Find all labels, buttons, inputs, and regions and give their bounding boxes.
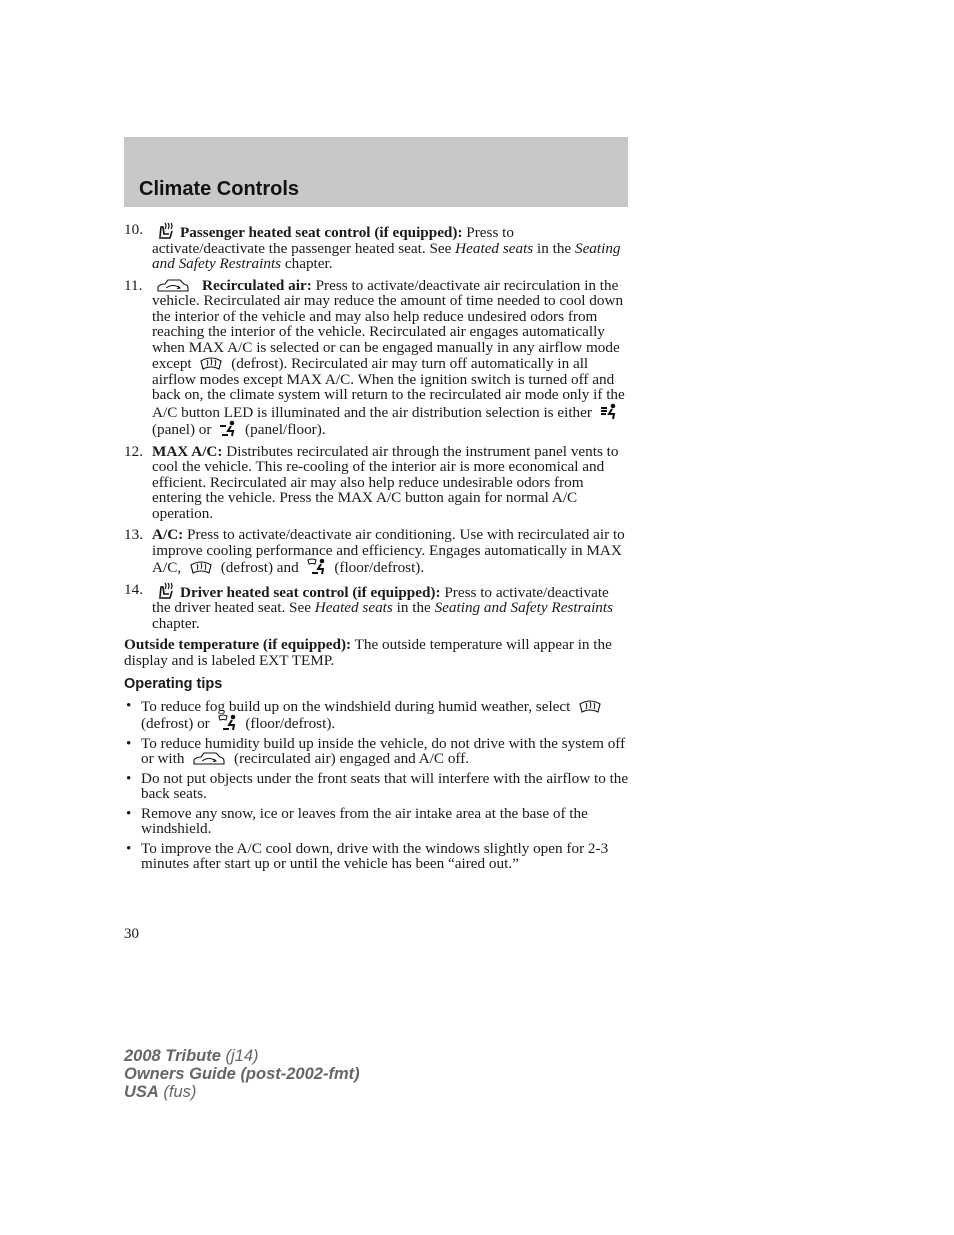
defrost-icon bbox=[189, 559, 213, 575]
item-text: Press to activate/deactivate air conditioning. Use with recirculated air to improve cooling performance and efficiency. Engages automatically in MAX A/C, bbox=[152, 526, 625, 576]
item-title: Driver heated seat control (if equipped): bbox=[180, 583, 441, 601]
page-number: 30 bbox=[124, 926, 139, 942]
cross-reference: Seating and Safety Restraints bbox=[152, 239, 621, 272]
list-item-passenger-heated-seat bbox=[124, 222, 630, 272]
list-item bbox=[124, 841, 630, 872]
list-item-driver-heated-seat bbox=[124, 582, 630, 632]
list-item bbox=[124, 771, 630, 802]
chapter-title: Climate Controls bbox=[139, 178, 300, 200]
cross-reference: Seating and Safety Restraints bbox=[434, 599, 614, 616]
floor-defrost-icon bbox=[307, 558, 327, 575]
paragraph-text: The outside temperature will appear in the display and is labeled EXT TEMP. bbox=[124, 636, 612, 669]
tip-text: To reduce humidity build up inside the vehicle, do not drive with the system off or with bbox=[141, 734, 626, 767]
bullet: • bbox=[126, 804, 132, 822]
footer-line-2: Owners Guide (post-2002-fmt) bbox=[124, 1065, 360, 1083]
bullet: • bbox=[126, 839, 132, 857]
item-number: 11. bbox=[124, 276, 143, 294]
item-title: MAX A/C: bbox=[152, 442, 223, 460]
defrost-icon bbox=[199, 355, 223, 371]
item-number: 12. bbox=[124, 442, 143, 460]
item-number: 14. bbox=[124, 580, 143, 598]
floor-defrost-icon bbox=[218, 714, 238, 731]
item-text: (defrost). Recirculated air may turn off automatically in all airflow modes except MAX A/C. When the ignition switch is turned off and back on, the climate system will return to the recirculated air mode only if the A/C button LED is illuminated and the air distribution selection is either bbox=[152, 355, 625, 421]
item-text: (panel) or bbox=[152, 421, 216, 438]
item-number: 13. bbox=[124, 526, 143, 543]
item-text: (floor/defrost). bbox=[330, 559, 425, 576]
recirculated-air-icon bbox=[156, 279, 190, 293]
item-number: 10. bbox=[124, 221, 143, 238]
tip-text: (recirculated air) engaged and A/C off. bbox=[230, 750, 470, 767]
item-text: chapter. bbox=[281, 255, 333, 272]
item-text: (panel/floor). bbox=[241, 421, 326, 438]
list-item-recirculated-air bbox=[124, 278, 630, 438]
list-item bbox=[124, 806, 630, 837]
item-text: in the bbox=[392, 599, 435, 616]
footer-market-code: (fus) bbox=[158, 1083, 197, 1101]
item-text: Press to activate/deactivate the driver heated seat. See bbox=[152, 583, 609, 616]
bullet: • bbox=[126, 696, 132, 714]
list-item bbox=[124, 736, 630, 767]
tip-text: To reduce fog build up on the windshield during humid weather, select bbox=[141, 697, 575, 715]
cross-reference: Heated seats bbox=[455, 239, 534, 257]
footer-model: 2008 Tribute bbox=[124, 1047, 221, 1065]
outside-temperature-paragraph bbox=[124, 637, 630, 668]
item-text: Distributes recirculated air through the instrument panel vents to cool the vehicle. This re-cooling of the interior air is more economical and efficient. Recirculated air may also help reduce undesirable odors from entering the vehicle. Press the MAX A/C button again for normal A/C operation. bbox=[152, 442, 619, 522]
footer-code: (j14) bbox=[220, 1047, 259, 1065]
tip-text: (floor/defrost). bbox=[241, 715, 336, 732]
heated-seat-icon bbox=[156, 582, 176, 600]
item-title: Passenger heated seat control (if equipped): bbox=[180, 224, 463, 241]
tips-list bbox=[124, 698, 630, 872]
footer-line-3 bbox=[124, 1083, 360, 1101]
footer-market: USA bbox=[124, 1083, 159, 1101]
section-heading: Operating tips bbox=[124, 676, 223, 692]
list-item-max-ac bbox=[124, 444, 630, 522]
cross-reference: Heated seats bbox=[314, 599, 393, 616]
item-title: A/C: bbox=[152, 526, 184, 543]
tip-text: Do not put objects under the front seats that will interfere with the airflow to the back seats. bbox=[141, 769, 629, 802]
list-item bbox=[124, 698, 630, 732]
item-title: Recirculated air: bbox=[202, 276, 312, 294]
defrost-icon bbox=[578, 698, 602, 714]
bullet: • bbox=[126, 734, 132, 752]
bullet: • bbox=[126, 769, 132, 787]
chapter-header-band bbox=[124, 137, 628, 207]
tip-text: Remove any snow, ice or leaves from the air intake area at the base of the windshield. bbox=[141, 804, 588, 837]
page-content bbox=[124, 222, 630, 876]
panel-floor-airflow-icon bbox=[219, 420, 237, 437]
tip-text: (defrost) or bbox=[141, 715, 214, 732]
item-text: chapter. bbox=[152, 614, 200, 632]
tip-text: To improve the A/C cool down, drive with the windows slightly open for 2-3 minutes after start up or until the vehicle has been “aired out.” bbox=[141, 839, 609, 872]
item-text: (defrost) and bbox=[216, 559, 303, 576]
item-text: Press to activate/deactivate the passenger heated seat. See bbox=[152, 224, 514, 257]
heated-seat-icon bbox=[156, 222, 176, 240]
footer-line-1 bbox=[124, 1047, 360, 1065]
item-text: in the bbox=[533, 239, 575, 257]
paragraph-title: Outside temperature (if equipped): bbox=[124, 636, 352, 653]
list-item-ac bbox=[124, 527, 630, 576]
recirculated-air-icon bbox=[192, 752, 226, 766]
item-text: Press to activate/deactivate air recirculation in the vehicle. Recirculated air may reduce the amount of time needed to cool down the interior of the vehicle and may also help reduce undesired odors from reaching the interior of the vehicle. Recirculated air engages automatically when MAX A/C is selected or can be engaged manually in any airflow mode except bbox=[152, 276, 624, 372]
panel-airflow-icon bbox=[600, 403, 618, 420]
document-footer bbox=[124, 1047, 360, 1101]
